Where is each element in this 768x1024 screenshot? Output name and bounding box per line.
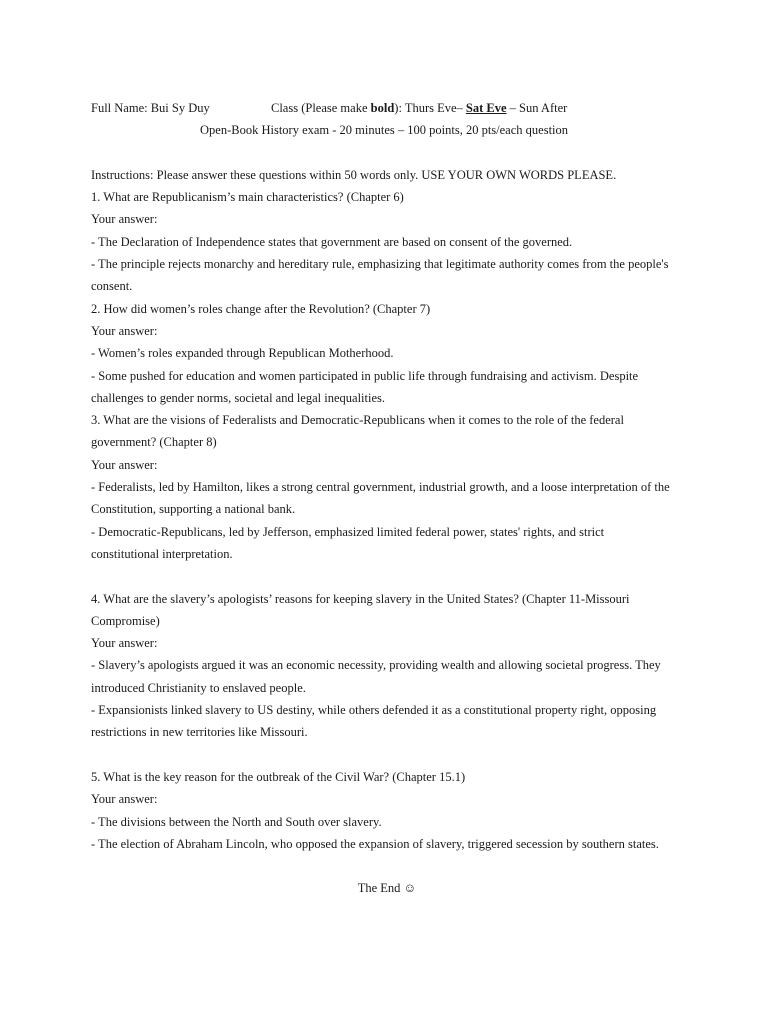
answer-2-point-2-line-2: challenges to gender norms, societal and legal inequalities. bbox=[91, 390, 386, 405]
spacer bbox=[91, 565, 691, 587]
answer-5-point-1: - The divisions between the North and South over slavery. bbox=[91, 814, 382, 829]
spacer bbox=[91, 142, 691, 164]
spacer bbox=[91, 744, 691, 766]
class-bold-word: bold bbox=[370, 101, 395, 115]
answer-label: Your answer: bbox=[91, 792, 158, 807]
class-selection bbox=[271, 97, 567, 119]
answer-2-point-1: - Women’s roles expanded through Republican Motherhood. bbox=[91, 346, 394, 361]
spacer bbox=[91, 855, 691, 877]
question-5: 5. What is the key reason for the outbreak of the Civil War? (Chapter 15.1) bbox=[91, 769, 466, 784]
question-3-line-1: 3. What are the visions of Federalists and Democratic-Republicans when it comes to the role of the federal bbox=[91, 413, 624, 428]
answer-3-point-2-line-1: - Democratic-Republicans, led by Jefferson, emphasized limited federal power, states' rights, and strict bbox=[91, 524, 605, 539]
question-3-line-2: government? (Chapter 8) bbox=[91, 435, 217, 450]
answer-4-point-1-line-2: introduced Christianity to enslaved people. bbox=[91, 680, 306, 695]
answer-label: Your answer: bbox=[91, 457, 158, 472]
answer-1-point-1: - The Declaration of Independence states that government are based on consent of the governed. bbox=[91, 234, 573, 249]
answer-3-point-1-line-1: - Federalists, led by Hamilton, likes a strong central government, industrial growth, and a loose interpretation of the bbox=[91, 480, 670, 495]
answer-4-point-2-line-1: - Expansionists linked slavery to US destiny, while others defended it as a constitutional property right, opposing bbox=[91, 703, 657, 718]
answer-4-point-1-line-1: - Slavery’s apologists argued it was an economic necessity, providing wealth and allowing societal progress. They bbox=[91, 658, 661, 673]
class-prefix: Class (Please make bbox=[271, 101, 371, 115]
header-line bbox=[91, 97, 691, 119]
answer-1-point-2-line-2: consent. bbox=[91, 279, 133, 294]
instructions: Instructions: Please answer these questions within 50 words only. USE YOUR OWN WORDS PLEASE. bbox=[91, 167, 617, 182]
answer-1-point-2-line-1: - The principle rejects monarchy and hereditary rule, emphasizing that legitimate authority comes from the people's bbox=[91, 257, 669, 272]
question-4-line-2: Compromise) bbox=[91, 613, 160, 628]
full-name: Full Name: Bui Sy Duy bbox=[91, 101, 210, 115]
answer-label: Your answer: bbox=[91, 323, 158, 338]
answer-4-point-2-line-2: restrictions in new territories like Missouri. bbox=[91, 725, 308, 740]
class-suffix: – Sun After bbox=[506, 101, 568, 115]
answer-5-point-2: - The election of Abraham Lincoln, who opposed the expansion of slavery, triggered secession by southern states. bbox=[91, 836, 659, 851]
answer-3-point-2-line-2: constitutional interpretation. bbox=[91, 546, 233, 561]
question-1: 1. What are Republicanism’s main characteristics? (Chapter 6) bbox=[91, 190, 404, 205]
answer-3-point-1-line-2: Constitution, supporting a national bank. bbox=[91, 502, 296, 517]
question-4-line-1: 4. What are the slavery’s apologists’ reasons for keeping slavery in the United States? (Chapter 11-Missouri bbox=[91, 591, 630, 606]
exam-subtitle: Open-Book History exam - 20 minutes – 100 points, 20 pts/each question bbox=[200, 123, 569, 138]
class-mid: ): Thurs Eve– bbox=[394, 101, 466, 115]
answer-label: Your answer: bbox=[91, 636, 158, 651]
question-2: 2. How did women’s roles change after the Revolution? (Chapter 7) bbox=[91, 301, 431, 316]
answer-label: Your answer: bbox=[91, 212, 158, 227]
answer-2-point-2-line-1: - Some pushed for education and women participated in public life through fundraising and activism. Despite bbox=[91, 368, 639, 383]
end-text: The End ☺ bbox=[357, 881, 417, 896]
exam-document bbox=[91, 97, 691, 900]
class-selected: Sat Eve bbox=[465, 101, 507, 115]
